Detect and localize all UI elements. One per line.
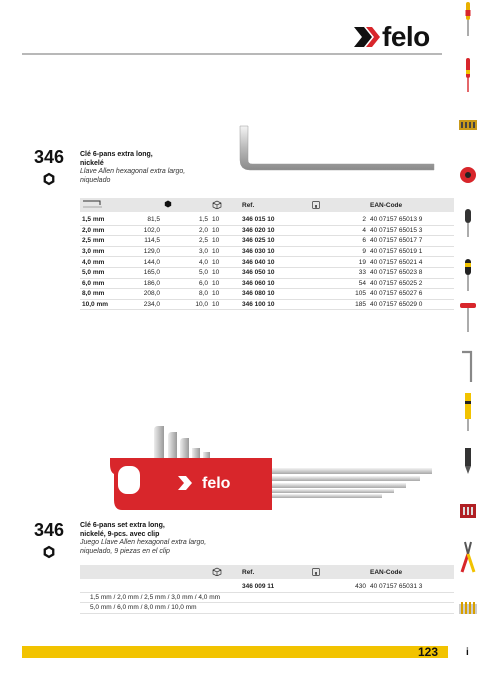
product2-table-header xyxy=(80,565,454,579)
weight-column-icon xyxy=(310,198,368,212)
bit-box-icon[interactable] xyxy=(456,494,480,528)
screwdriver-icon[interactable] xyxy=(456,2,480,36)
felo-logo xyxy=(352,22,430,52)
tool-handle-icon[interactable] xyxy=(456,206,480,240)
hex-size-column-icon xyxy=(162,198,210,212)
footer-bar xyxy=(22,646,448,658)
length-column-icon xyxy=(80,198,126,212)
ref-column-header: Ref. xyxy=(242,568,255,576)
hex-socket-icon xyxy=(42,545,56,559)
product2-number: 346 xyxy=(34,520,65,540)
table-row: 4,0 mm 144,0 4,0 10 346 040 10 19 40 07157 65021 4 xyxy=(80,257,454,268)
ratchet-screwdriver-icon[interactable] xyxy=(456,258,480,292)
bit-set-icon[interactable] xyxy=(456,108,480,142)
logo-wordmark: felo xyxy=(382,21,430,52)
table-row: 10,0 mm 234,0 10,0 10 346 100 10 185 40 07157 65029 0 xyxy=(80,299,454,310)
table-row: 3,0 mm 129,0 3,0 10 346 030 10 9 40 07157 65019 1 xyxy=(80,246,454,257)
svg-text:g: g xyxy=(314,202,318,208)
product2-title-fr-1: Clé 6-pans set extra long, xyxy=(80,522,165,529)
table-row: 346 009 11 430 40 07157 65031 3 xyxy=(80,582,454,592)
allen-key-icon[interactable] xyxy=(456,350,480,384)
ean-column-header: EAN-Code xyxy=(370,568,403,576)
product1-table-header xyxy=(80,198,454,212)
table-row: 1,5 mm 81,5 1,5 10 346 015 10 2 40 07157 65013 9 xyxy=(80,215,454,225)
section-marker: i xyxy=(466,647,469,658)
vde-screwdriver-icon[interactable] xyxy=(456,58,480,92)
product1-title xyxy=(80,151,185,185)
table-row: 5,0 mm 165,0 5,0 10 346 050 10 33 40 07157 65023 8 xyxy=(80,267,454,278)
yellow-holder-icon[interactable] xyxy=(456,396,480,430)
product2-title-es-2: niquelado, 9 piezas en el clip xyxy=(80,547,170,555)
svg-text:g: g xyxy=(314,569,318,575)
table-row: 2,5 mm 114,5 2,5 10 346 025 10 6 40 07157 65017 7 xyxy=(80,236,454,247)
allen-key-set-image xyxy=(104,418,440,518)
package-column-icon xyxy=(210,198,240,212)
table-row: 6,0 mm 186,0 6,0 10 346 060 10 54 40 07157 65025 2 xyxy=(80,278,454,289)
product1-title-es-1: Llave Allen hexagonal extra largo, xyxy=(80,168,186,175)
pliers-icon[interactable] xyxy=(456,540,480,574)
clip-logo-text: felo xyxy=(202,475,231,492)
felo-logo-mark xyxy=(352,26,382,48)
table-row xyxy=(80,592,454,603)
set-sizes-line-2: 5,0 mm / 6,0 mm / 8,0 mm / 10,0 mm xyxy=(80,603,454,614)
product2-title xyxy=(80,522,206,556)
page-number: 123 xyxy=(418,645,439,659)
product2-table xyxy=(80,565,456,614)
measuring-tape-icon[interactable] xyxy=(456,158,480,192)
package-column-icon xyxy=(210,565,240,579)
table-row: 2,0 mm 102,0 2,0 10 346 020 10 4 40 07157 65015 3 xyxy=(80,225,454,236)
ean-column-header: EAN-Code xyxy=(370,201,403,209)
product2-title-fr-2: nickelé, 9-pcs. avec clip xyxy=(80,530,160,538)
allen-key-image xyxy=(226,122,438,176)
bit-icon[interactable] xyxy=(456,444,480,478)
bit-holder-set-icon[interactable] xyxy=(456,592,480,626)
table-row: 8,0 mm 208,0 8,0 10 346 080 10 105 40 07157 65027 6 xyxy=(80,289,454,300)
hex-socket-icon xyxy=(42,172,56,186)
t-handle-icon[interactable] xyxy=(456,300,480,334)
product1-title-es-2: niquelado xyxy=(80,176,111,184)
header-rule xyxy=(22,53,442,55)
product1-title-fr-1: Clé 6-pans extra long, xyxy=(80,151,153,158)
table-row xyxy=(80,603,454,614)
product2-title-es-1: Juego Llave Allen hexagonal extra largo, xyxy=(80,539,207,546)
set-sizes-line-1: 1,5 mm / 2,0 mm / 2,5 mm / 3,0 mm / 4,0 mm xyxy=(80,592,454,603)
category-rail xyxy=(456,0,480,640)
product1-number: 346 xyxy=(34,147,65,167)
product1-title-fr-2: nickelé xyxy=(80,159,104,167)
product1-table xyxy=(80,198,456,310)
weight-column-icon xyxy=(310,565,368,579)
ref-column-header: Ref. xyxy=(242,201,255,209)
